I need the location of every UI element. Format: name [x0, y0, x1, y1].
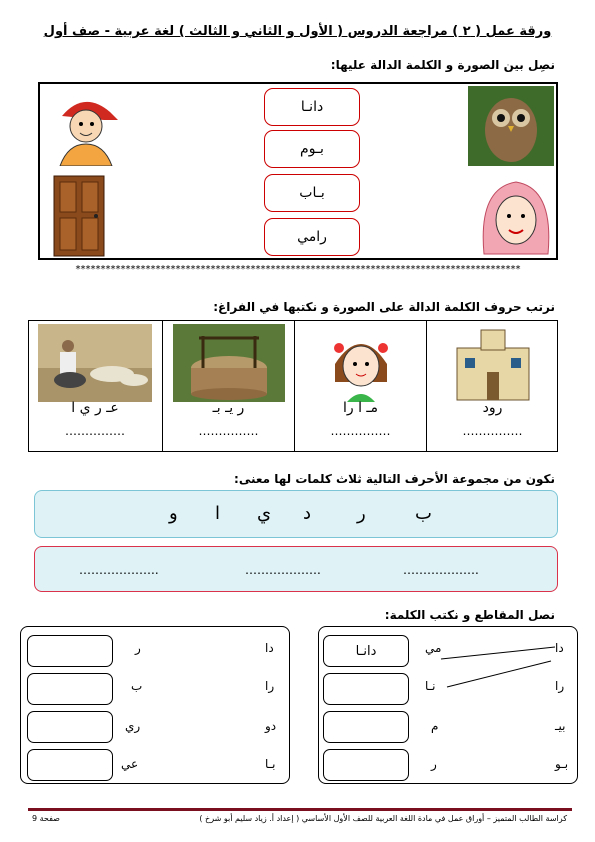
- answer-blank[interactable]: ………………..: [79, 563, 159, 577]
- answer-slot[interactable]: [27, 635, 113, 667]
- word-option[interactable]: رامي: [264, 218, 360, 256]
- letter: ا: [215, 503, 221, 524]
- worksheet-title: ورقة عمل ( ٢ ) مراجعة الدروس ( الأول و الثاني و الثالث ) لغة عربية - صف أول: [43, 24, 552, 39]
- door-picture: [48, 174, 114, 258]
- section4-heading: نصل المقاطع و نكتب الكلمة:: [384, 608, 555, 622]
- syllable-right: بيـ: [555, 719, 566, 733]
- answer-slot[interactable]: [323, 749, 409, 781]
- letter: د: [303, 503, 312, 524]
- letter: ب: [415, 503, 432, 524]
- footer-divider: [28, 808, 572, 811]
- syllable-mid: ب: [131, 679, 143, 693]
- syllable-right: دو: [265, 719, 277, 733]
- syllable-mid: نـا: [425, 679, 436, 693]
- section1-heading: نصِل بين الصورة و الكلمة الدالة عليها:: [330, 58, 555, 72]
- house-picture: [451, 324, 535, 402]
- girl-picture: [476, 174, 556, 258]
- answer-slot[interactable]: [27, 711, 113, 743]
- scrambled-letters: رود: [482, 400, 503, 416]
- syllable-mid: م: [431, 719, 439, 733]
- syllable-right: بـا: [265, 757, 276, 771]
- word-option[interactable]: بـاب: [264, 174, 360, 212]
- syllable-mid: عي: [121, 757, 139, 771]
- page-number: صفحة 9: [32, 814, 60, 823]
- shepherd-picture: [38, 324, 152, 402]
- answers-box: [34, 546, 558, 592]
- answer-slot[interactable]: [323, 711, 409, 743]
- well-picture: [173, 324, 285, 402]
- answer-blank[interactable]: ……………: [330, 424, 391, 438]
- letters-box: [34, 490, 558, 538]
- arrange-cell: [162, 320, 294, 452]
- answer-slot[interactable]: [27, 749, 113, 781]
- syllable-mid: ري: [125, 719, 141, 733]
- syllable-right: دا: [265, 641, 274, 655]
- star-divider: *****************************************************************************************: [75, 264, 521, 275]
- syllable-box-left: [20, 626, 290, 784]
- answer-blank[interactable]: ……………….: [245, 563, 321, 577]
- scrambled-letters: عـ ر ي ا: [71, 400, 119, 416]
- answer-blank[interactable]: ……………: [65, 424, 125, 438]
- answer-blank[interactable]: ……………: [198, 424, 259, 438]
- word-option[interactable]: بـوم: [264, 130, 360, 168]
- syllable-mid: ر: [431, 757, 437, 771]
- connect-line: [439, 641, 557, 691]
- arrange-cell: [28, 320, 162, 452]
- arrange-cell: [426, 320, 558, 452]
- answer-blank[interactable]: ……………….: [403, 563, 479, 577]
- boy-picture: [48, 86, 120, 166]
- syllable-mid: مي: [425, 641, 442, 655]
- arrange-cell: [294, 320, 426, 452]
- syllable-right: بـو: [555, 757, 569, 771]
- section2-heading: نرتب حروف الكلمة الدالة على الصورة و نكتبها في الفراغ:: [213, 300, 555, 314]
- syllable-mid: ر: [135, 641, 141, 655]
- owl-picture: [468, 86, 554, 166]
- footer-credit: كراسة الطالب المتميز – أوراق عمل في مادة اللغة العربية للصف الأول الأساسي ( إعداد أ. زياد سليم أبو شرخ ): [199, 814, 567, 823]
- scrambled-letters: مـ ا را: [342, 400, 379, 416]
- scrambled-letters: ر يـ بـ: [212, 400, 245, 416]
- answer-slot[interactable]: [27, 673, 113, 705]
- syllable-right: دا: [555, 641, 564, 655]
- syllable-right: را: [265, 679, 275, 693]
- answer-slot[interactable]: [323, 673, 409, 705]
- letter: ر: [357, 503, 366, 524]
- answer-blank[interactable]: ……………: [462, 424, 523, 438]
- answer-slot[interactable]: دانـا: [323, 635, 409, 667]
- syllable-right: را: [555, 679, 565, 693]
- letter: ي: [257, 503, 272, 524]
- syllable-box-right: [318, 626, 578, 784]
- section3-heading: نكون من مجموعة الأحرف التالية ثلاث كلمات لها معنى:: [234, 472, 555, 486]
- girl-face-picture: [325, 324, 397, 402]
- letter: و: [169, 503, 178, 524]
- word-option[interactable]: دانـا: [264, 88, 360, 126]
